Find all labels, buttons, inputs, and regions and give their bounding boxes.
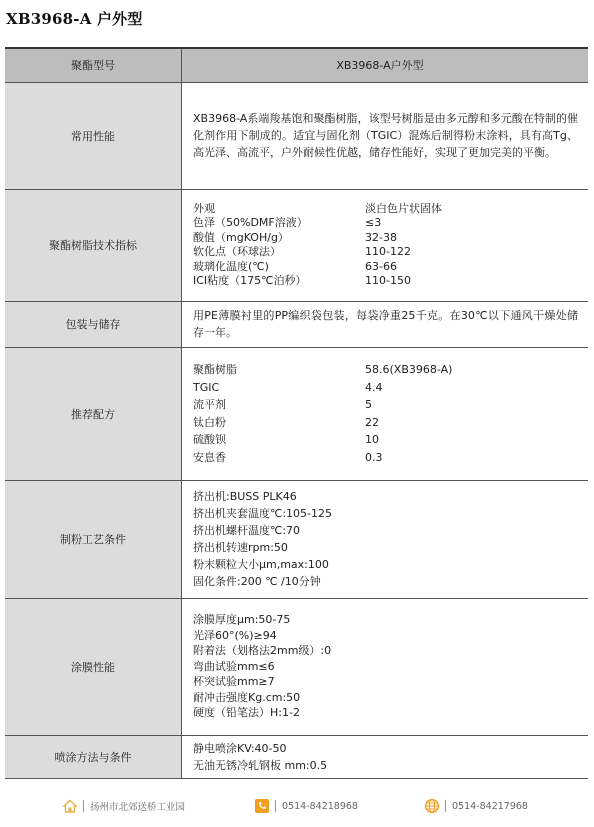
film-row — [5, 598, 588, 735]
kv-value: 58.6(XB3968-A) — [365, 363, 453, 376]
usage-label: 常用性能 — [5, 82, 182, 189]
formula-label: 推荐配方 — [5, 347, 182, 480]
header-label: 聚酯型号 — [5, 48, 182, 82]
kv-row — [193, 449, 578, 467]
formula-row — [5, 347, 588, 480]
kv-key: TGIC — [193, 380, 220, 394]
spec-line: 挤出机:BUSS PLK46 — [193, 490, 297, 503]
spec-line: 弯曲试验mm≤6 — [193, 659, 275, 673]
header-row — [5, 48, 588, 82]
kv-value: 110-122 — [365, 245, 411, 258]
footer-address-text: 扬州市北郊送桥工业园 — [90, 802, 186, 813]
film-list — [193, 612, 578, 721]
kv-row — [193, 245, 578, 260]
spec-line: 涂膜厚度μm:50-75 — [193, 613, 291, 627]
spec-table — [5, 47, 588, 779]
spec-line: 静电喷涂KV:40-50 — [193, 741, 287, 755]
specs-list — [193, 202, 578, 289]
spec-line: 杯突试验mm≥7 — [193, 675, 275, 689]
kv-row — [193, 414, 578, 432]
kv-row — [193, 231, 578, 246]
kv-value: 淡白色片状固体 — [365, 201, 442, 215]
footer-phone-text: 0514-84218968 — [282, 800, 358, 812]
footer-fax-text: 0514-84217968 — [452, 800, 528, 812]
spec-line: 挤出机夹套温度℃:105-125 — [193, 507, 333, 520]
packaging-text: 用PE薄膜衬里的PP编织袋包装，每袋净重25千克。在30℃以下通风干燥处储存一年。 — [193, 309, 578, 339]
kv-value: 0.3 — [365, 450, 383, 464]
process-label: 制粉工艺条件 — [5, 480, 182, 598]
kv-value: 4.4 — [365, 380, 383, 394]
home-icon — [62, 798, 78, 814]
formula-list — [193, 361, 578, 466]
header-value: XB3968-A户外型 — [182, 48, 589, 82]
kv-key: 硫酸钡 — [193, 433, 226, 446]
spraying-label: 喷涂方法与条件 — [5, 735, 182, 778]
kv-key: ICI粘度（175℃泊秒） — [193, 274, 307, 287]
process-row — [5, 480, 588, 598]
packaging-row — [5, 301, 588, 347]
film-label: 涂膜性能 — [5, 598, 182, 735]
kv-key: 流平剂 — [193, 398, 226, 411]
specs-label: 聚酯树脂技术指标 — [5, 189, 182, 301]
kv-row — [193, 396, 578, 414]
kv-value: ≤3 — [365, 216, 382, 229]
spec-line: 固化条件:200 ℃ /10分钟 — [193, 575, 321, 588]
kv-value: 22 — [365, 415, 379, 429]
spec-line: 粉末颗粒大小μm,max:100 — [193, 558, 329, 571]
specs-row — [5, 189, 588, 301]
spec-line: 耐冲击强度Kg.cm:50 — [193, 690, 301, 704]
kv-value: 32-38 — [365, 230, 397, 244]
phone-icon — [254, 798, 270, 814]
kv-key: 酸值（mgKOH/g） — [193, 230, 289, 244]
kv-row — [193, 260, 578, 275]
kv-value: 63-66 — [365, 259, 397, 273]
kv-key: 钛白粉 — [193, 415, 226, 429]
spec-line: 附着法（划格法2mm级）:0 — [193, 644, 332, 658]
footer-address — [62, 796, 185, 816]
kv-row — [193, 361, 578, 379]
footer-phone — [254, 796, 358, 816]
footer-fax — [424, 796, 528, 816]
kv-row — [193, 431, 578, 449]
kv-key: 色泽（50%DMF溶液） — [193, 216, 308, 229]
kv-row — [193, 202, 578, 217]
kv-row — [193, 274, 578, 289]
kv-value: 10 — [365, 433, 379, 446]
packaging-label: 包装与储存 — [5, 301, 182, 347]
process-list — [193, 488, 578, 590]
spraying-row — [5, 735, 588, 778]
kv-value: 110-150 — [365, 274, 411, 287]
usage-row — [5, 82, 588, 189]
spec-line: 挤出机转速rpm:50 — [193, 541, 288, 554]
spec-line: 无油无锈冷轧钢板 mm:0.5 — [193, 758, 328, 772]
spec-line: 挤出机螺杆温度℃:70 — [193, 524, 301, 537]
spec-line: 硬度（铅笔法）H:1-2 — [193, 706, 300, 720]
kv-key: 玻璃化温度(℃) — [193, 259, 269, 273]
globe-icon — [424, 798, 440, 814]
kv-key: 聚酯树脂 — [193, 363, 237, 376]
spraying-list — [193, 740, 578, 774]
spec-line: 光泽60°(%)≥94 — [193, 628, 277, 642]
kv-row — [193, 379, 578, 397]
kv-value: 5 — [365, 398, 372, 411]
kv-key: 软化点（环球法） — [193, 245, 281, 258]
kv-row — [193, 216, 578, 231]
footer — [0, 796, 594, 816]
kv-key: 外观 — [193, 201, 215, 215]
kv-key: 安息香 — [193, 450, 226, 464]
usage-text: XB3968-A系端羧基饱和聚酯树脂，该型号树脂是由多元醇和多元酸在特制的催化剂作用下制成的。适宜与固化剂（TGIC）混炼后制得粉末涂料，具有高Tg、高光泽、高流平，户外耐候性优越，储存性能好，实现了更加完美的平衡。 — [193, 112, 578, 159]
page-title: XB3968-A 户外型 — [6, 10, 143, 28]
